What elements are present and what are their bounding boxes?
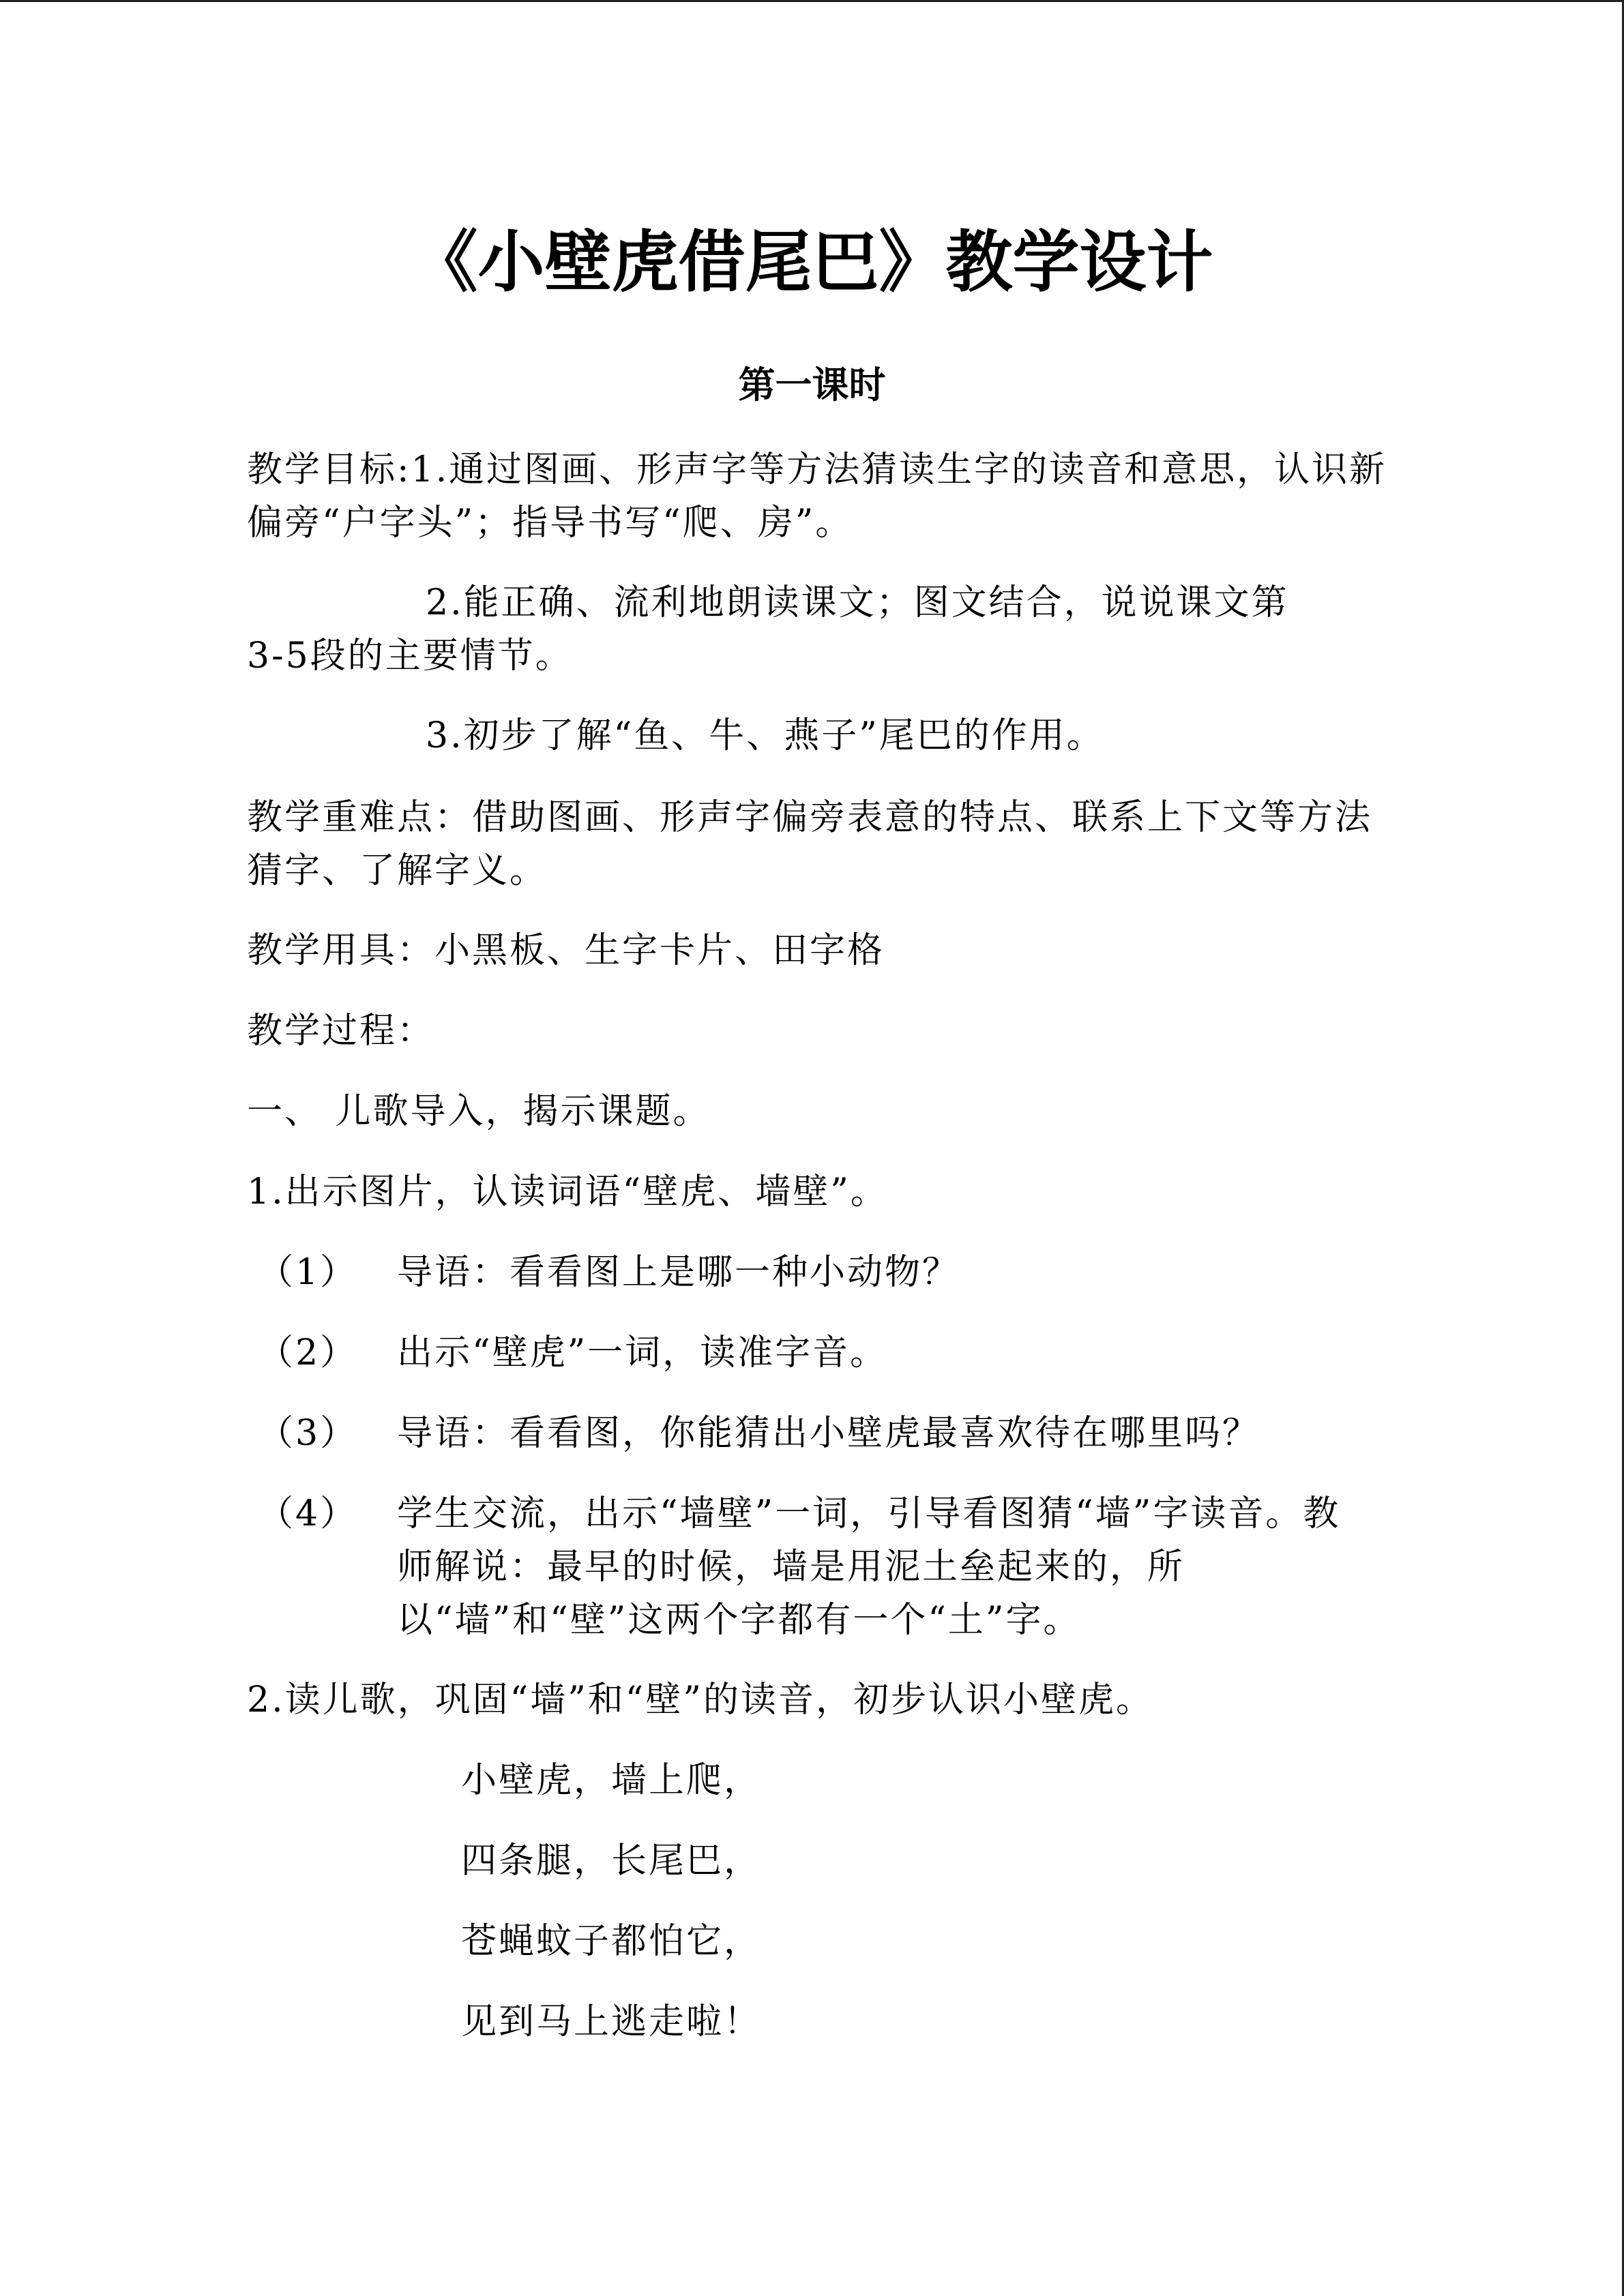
teaching-tools: 教学用具：小黑板、生字卡片、田字格 [247, 930, 885, 971]
step-1: 1.出示图片，认读词语“壁虎、墙壁”。 [247, 1172, 888, 1212]
lesson-period: 第一课时 [738, 363, 886, 406]
poem-line-2: 四条腿，长尾巴， [461, 1840, 762, 1881]
sub-step-3 [258, 1407, 1393, 1461]
objective-2-line-2: 3-5段的主要情节。 [247, 636, 573, 676]
sub-step-text: 导语：看看图，你能猜出小壁虎最喜欢待在哪里吗？ [397, 1413, 1260, 1454]
key-difficult-points: 教学重难点：借助图画、形声字偏旁表意的特点、联系上下文等方法猜字、了解字义。 [247, 797, 1373, 891]
objective-3-text: 3.初步了解“鱼、牛、燕子”尾巴的作用。 [426, 715, 1104, 756]
sub-step-4 [258, 1487, 1393, 1651]
section-1-heading: 一、 儿歌导入，揭示课题。 [247, 1091, 711, 1132]
step-2: 2.读儿歌，巩固“墙”和“壁”的读音，初步认识小壁虎。 [247, 1680, 1153, 1720]
sub-step-number: （4） [258, 1493, 358, 1534]
sub-step-number: （2） [258, 1332, 358, 1373]
page-top-edge [0, 0, 1624, 2]
sub-step-number: （1） [258, 1252, 358, 1293]
poem-line-4: 见到马上逃走啦！ [461, 2001, 762, 2042]
sub-step-text: 学生交流，出示“墙壁”一词，引导看图猜“墙”字读音。教师解说：最早的时候，墙是用泥土垒起来的，所以“墙”和“壁”这两个字都有一个“土”字。 [397, 1493, 1341, 1641]
sub-step-2 [258, 1326, 1393, 1381]
objective-2-line-1: 2.能正确、流利地朗读课文；图文结合，说说课文第 [426, 582, 1289, 623]
objective-2 [247, 576, 1393, 683]
sub-step-text: 导语：看看图上是哪一种小动物？ [397, 1252, 960, 1293]
poem-line-1: 小壁虎，墙上爬， [461, 1760, 762, 1801]
sub-step-1 [258, 1246, 1393, 1300]
process-label: 教学过程： [247, 1011, 435, 1052]
objective-1: 教学目标:1.通过图画、形声字等方法猜读生字的读音和意思，认识新偏旁“户字头”；指导书写“爬、房”。 [247, 449, 1387, 543]
objective-3 [247, 709, 1393, 762]
poem-line-3: 苍蝇蚊子都怕它， [461, 1921, 762, 1962]
sub-step-text: 出示“壁虎”一词，读准字音。 [397, 1332, 888, 1373]
document-title: 《小壁虎借尾巴》教学设计 [411, 224, 1213, 301]
sub-step-number: （3） [258, 1413, 358, 1454]
